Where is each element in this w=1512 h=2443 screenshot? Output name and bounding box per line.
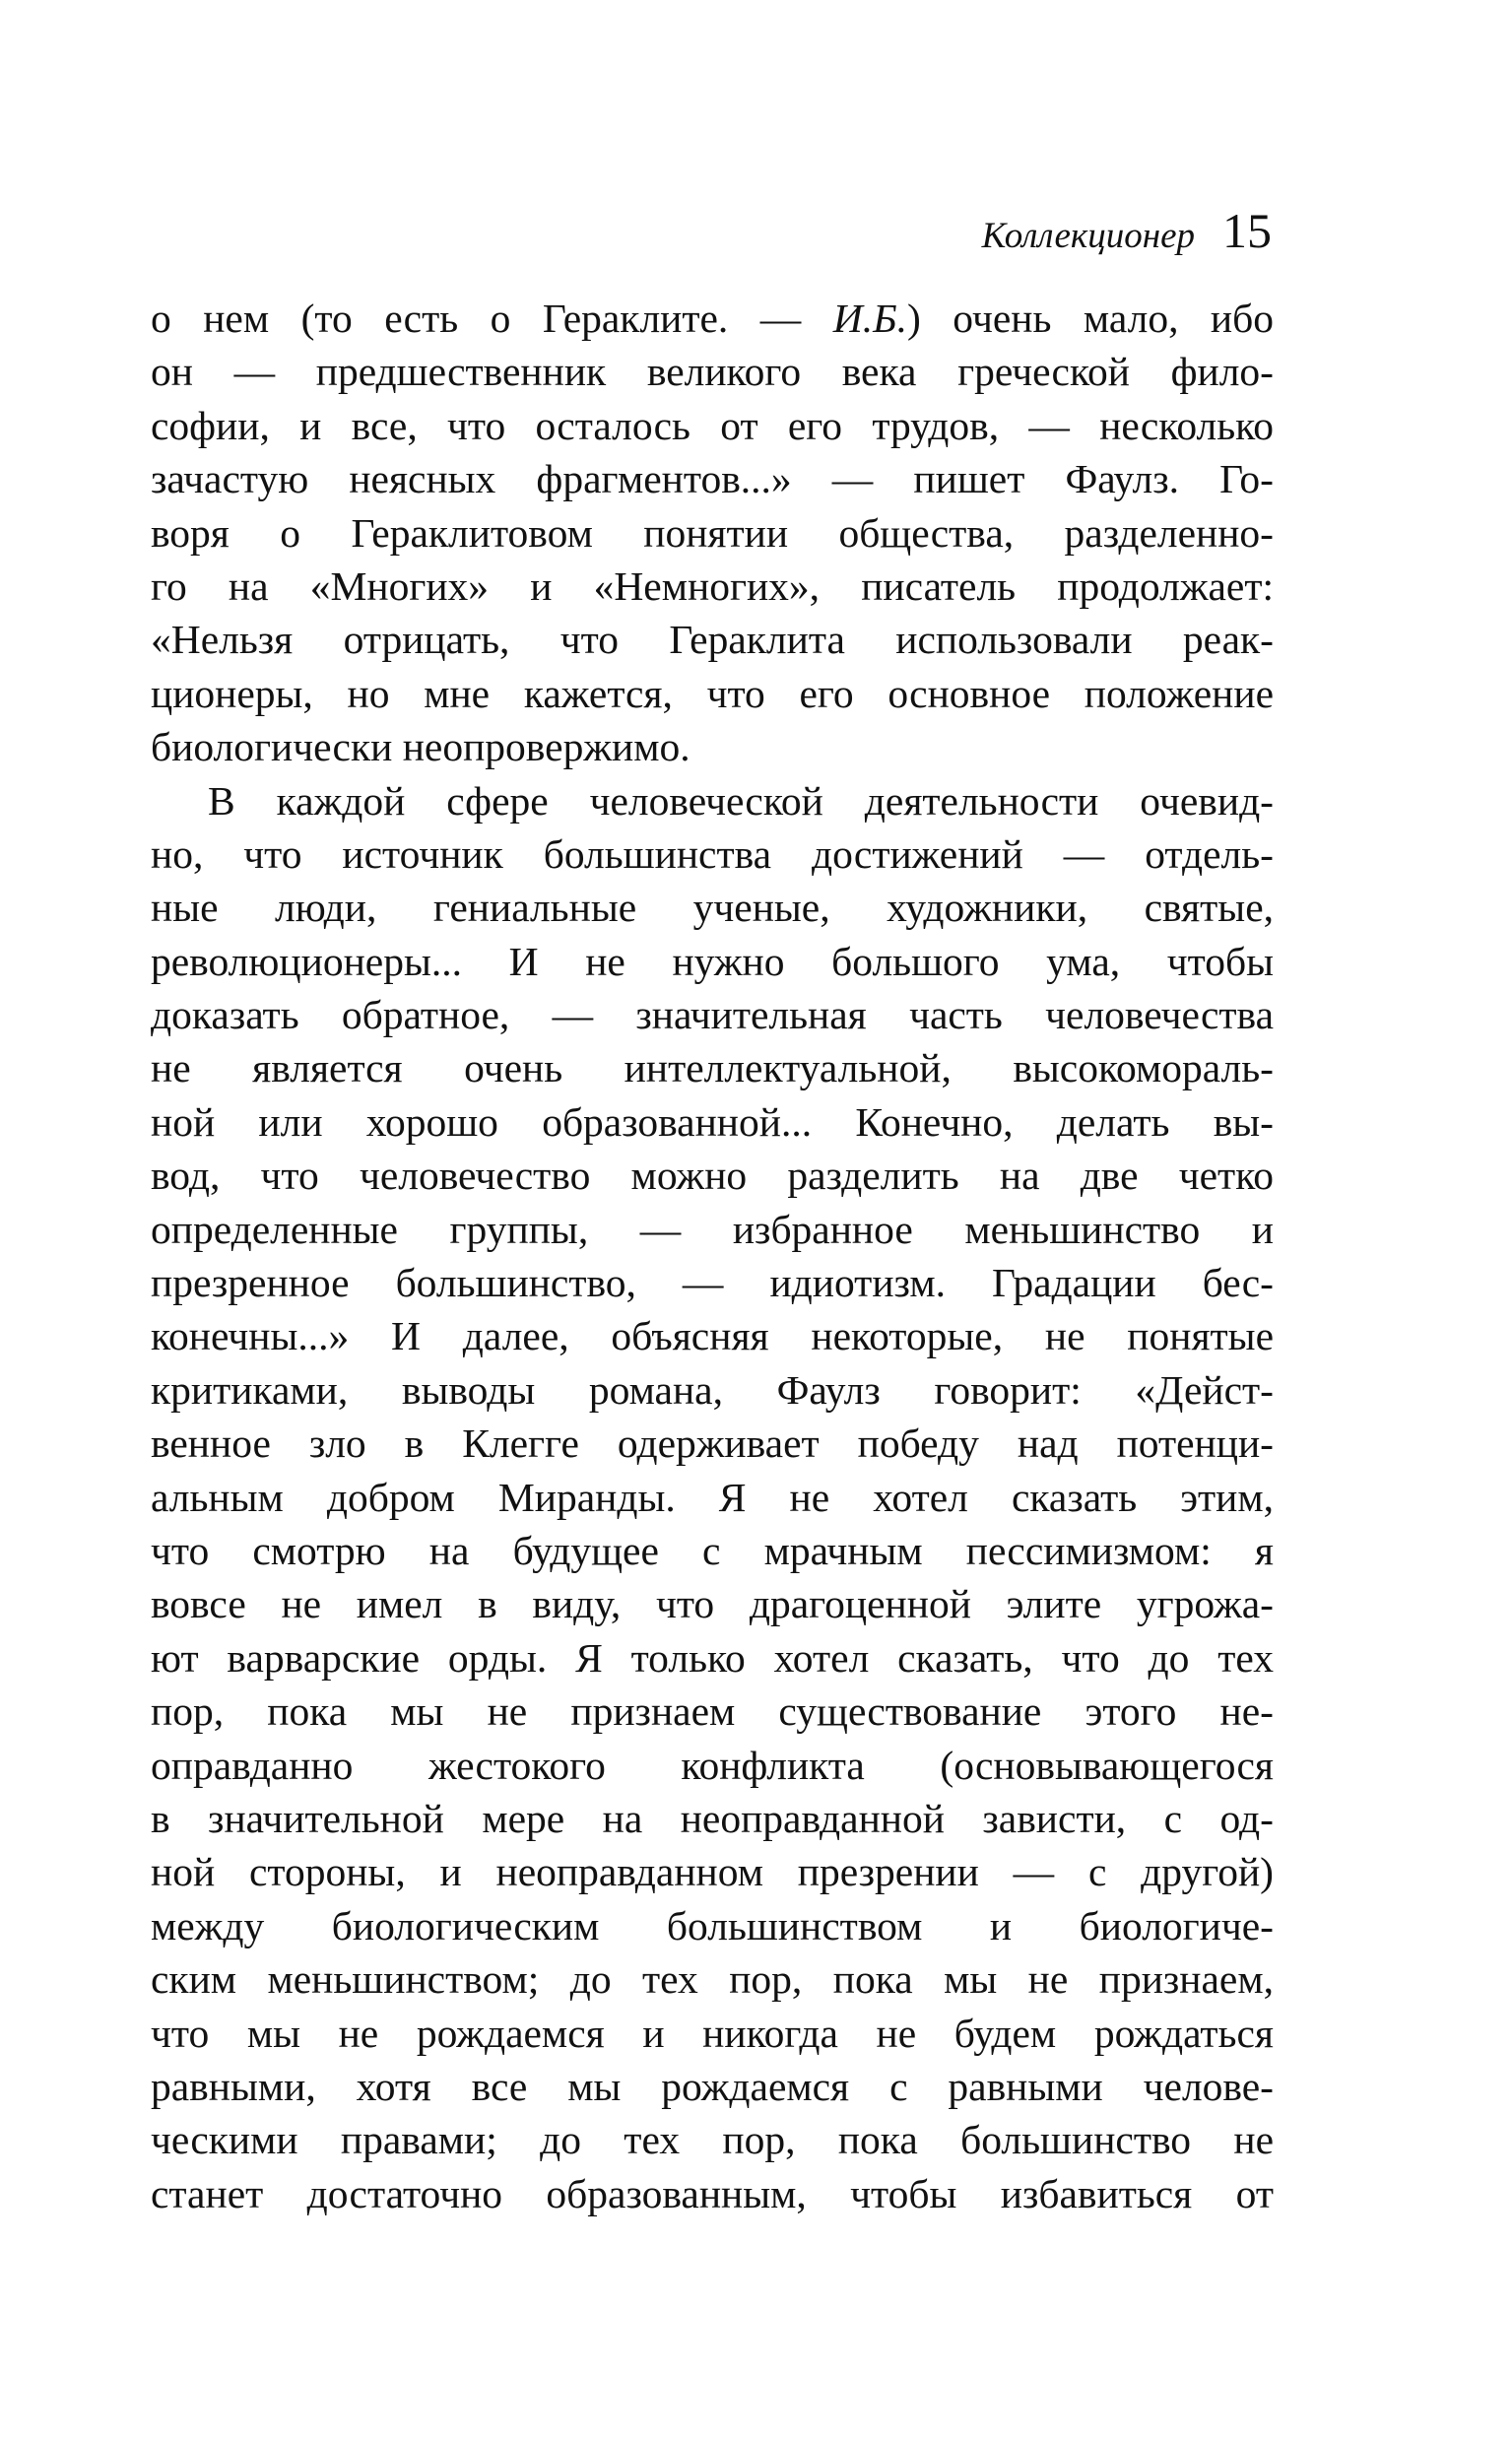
text-line: вод, что человечество можно разделить на две четко (151, 1153, 1274, 1199)
text-line: ским меньшинством; до тех пор, пока мы не признаем, (151, 1956, 1274, 2003)
text-line: софии, и все, что осталось от его трудов, — несколько (151, 402, 1274, 448)
text-line: революционеры... И не нужно большого ума, чтобы (151, 938, 1274, 984)
text-line: зачастую неясных фрагментов...» — пишет Фаулз. Го- (151, 456, 1274, 502)
text-line: В каждой сфере человеческой деятельности очевид- (208, 777, 1274, 824)
text-line: презренное большинство, — идиотизм. Градации бес- (151, 1260, 1274, 1306)
text-line: между биологическим большинством и биологиче- (151, 1902, 1274, 1948)
text-line: не является очень интеллектуальной, высокомораль- (151, 1045, 1274, 1091)
text-line: доказать обратное, — значительная часть человечества (151, 992, 1274, 1038)
text-line: определенные группы, — избранное меньшинство и (151, 1206, 1274, 1252)
text-line: ной или хорошо образованной... Конечно, делать вы- (151, 1098, 1274, 1145)
text-line: венное зло в Клегге одерживает победу над потенци- (151, 1420, 1274, 1467)
text-line: биологически неопровержимо. (151, 724, 690, 770)
running-title: Коллекционер (981, 216, 1195, 256)
text-line: но, что источник большинства достижений — отдель- (151, 830, 1274, 877)
text-line: ют варварские орды. Я только хотел сказать, что до тех (151, 1634, 1274, 1681)
text-line: го на «Многих» и «Немногих», писатель продолжает: (151, 562, 1274, 609)
text-line: ные люди, гениальные ученые, художники, святые, (151, 885, 1274, 931)
text-line: «Нельзя отрицать, что Гераклита использовали реак- (151, 617, 1274, 663)
text-line: ной стороны, и неоправданном презрении — с другой) (151, 1849, 1274, 1895)
text-line: что смотрю на будущее с мрачным пессимизмом: я (151, 1527, 1274, 1573)
text-line: в значительной мере на неоправданной зависти, с од- (151, 1795, 1274, 1841)
text-line: ционеры, но мне кажется, что его основное положение (151, 670, 1274, 716)
paragraph-1 (151, 292, 1274, 774)
paragraph-2 (151, 774, 1274, 2221)
running-header (982, 202, 1272, 259)
text-line: оправданно жестокого конфликта (основывающегося (151, 1742, 1274, 1788)
text-line: ческими правами; до тех пор, пока большинство не (151, 2117, 1274, 2163)
text-line: конечны...» И далее, объясняя некоторые, не понятые (151, 1313, 1274, 1359)
text-line: воря о Гераклитовом понятии общества, разделенно- (151, 509, 1274, 556)
text-line: вовсе не имел в виду, что драгоценной элите угрожа- (151, 1581, 1274, 1627)
text-line: пор, пока мы не признаем существование этого не- (151, 1688, 1274, 1735)
author-initials: И.Б. (832, 296, 907, 341)
text-line: что мы не рождаемся и никогда не будем рождаться (151, 2010, 1274, 2056)
text-line: станет достаточно образованным, чтобы избавиться от (151, 2170, 1274, 2216)
text-line: он — предшественник великого века греческой фило- (151, 349, 1274, 395)
text-line: критиками, выводы романа, Фаулз говорит: «Дейст- (151, 1366, 1274, 1413)
body-text (151, 292, 1274, 2220)
text-line: альным добром Миранды. Я не хотел сказать этим, (151, 1474, 1274, 1520)
page-number: 15 (1222, 203, 1272, 258)
text-line: равными, хотя все мы рождаемся с равными челове- (151, 2063, 1274, 2109)
text-line: о нем (то есть о Гераклите. — И.Б.) очень мало, ибо (151, 296, 1274, 341)
